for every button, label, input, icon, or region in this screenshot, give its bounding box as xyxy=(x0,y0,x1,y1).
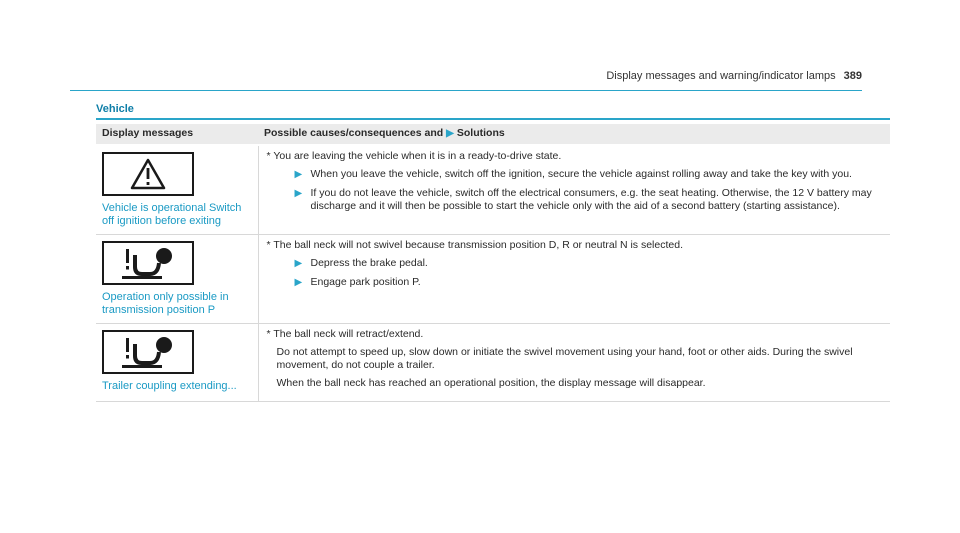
cause-text: * The ball neck will not swivel because transmission position D, R or neutral N is selected. xyxy=(266,239,683,251)
arrow-right-icon: ▶ xyxy=(446,128,454,139)
arrow-right-icon: ▶ xyxy=(294,169,303,180)
table-row xyxy=(96,145,890,235)
section-rule xyxy=(96,118,890,120)
table-header-row xyxy=(96,124,890,145)
message-cell xyxy=(96,324,258,402)
causes-cell xyxy=(258,235,890,324)
trailer-hitch-warning-icon xyxy=(102,241,194,285)
arrow-right-icon: ▶ xyxy=(294,277,303,288)
solution-step xyxy=(295,168,885,181)
table-row xyxy=(96,235,890,324)
display-message-text: Trailer coupling extending... xyxy=(102,380,237,392)
solution-step-text: If you do not leave the vehicle, switch off the electrical consumers, e.g. the seat heating. Otherwise, the 12 V battery may discharge and it will then be possible to start the vehicle only with the aid of a second battery (starting assistance). xyxy=(310,187,872,212)
page-number: 389 xyxy=(843,70,862,82)
col-header-solutions-label: Solutions xyxy=(456,127,505,139)
col-header-causes-label: Possible causes/consequences and xyxy=(264,127,444,139)
arrow-right-icon: ▶ xyxy=(294,188,303,199)
solution-step-text: When you leave the vehicle, switch off the ignition, secure the vehicle against rolling away and take the key with you. xyxy=(310,168,852,180)
solution-step xyxy=(295,276,885,289)
display-message-text: Operation only possible in transmission position P xyxy=(102,291,229,316)
cause-text: * The ball neck will retract/extend. xyxy=(266,328,424,340)
message-cell xyxy=(96,235,258,324)
note-text: When the ball neck has reached an operational position, the display message will disappear. xyxy=(276,377,706,389)
trailer-hitch-warning-icon xyxy=(102,330,194,374)
message-cell xyxy=(96,145,258,235)
running-header xyxy=(606,70,862,82)
header-rule xyxy=(70,90,862,91)
solution-step-text: Depress the brake pedal. xyxy=(310,257,428,269)
header-title: Display messages and warning/indicator lamps xyxy=(606,70,836,82)
arrow-right-icon: ▶ xyxy=(294,258,303,269)
warning-triangle-icon xyxy=(102,152,194,196)
table-row xyxy=(96,324,890,402)
col-header-causes xyxy=(258,124,890,145)
cause-text: * You are leaving the vehicle when it is in a ready-to-drive state. xyxy=(266,150,562,162)
causes-cell xyxy=(258,145,890,235)
note-text: Do not attempt to speed up, slow down or initiate the swivel movement using your hand, foot or other aids. During the swivel movement, do not couple a trailer. xyxy=(276,346,853,371)
display-message-text: Vehicle is operational Switch off ignition before exiting xyxy=(102,202,242,227)
solution-step xyxy=(295,257,885,270)
col-header-display-messages: Display messages xyxy=(96,124,258,145)
solution-step-text: Engage park position P. xyxy=(310,276,421,288)
causes-cell xyxy=(258,324,890,402)
display-messages-table xyxy=(96,124,890,402)
solution-step xyxy=(295,187,885,213)
section-title: Vehicle xyxy=(96,103,134,115)
